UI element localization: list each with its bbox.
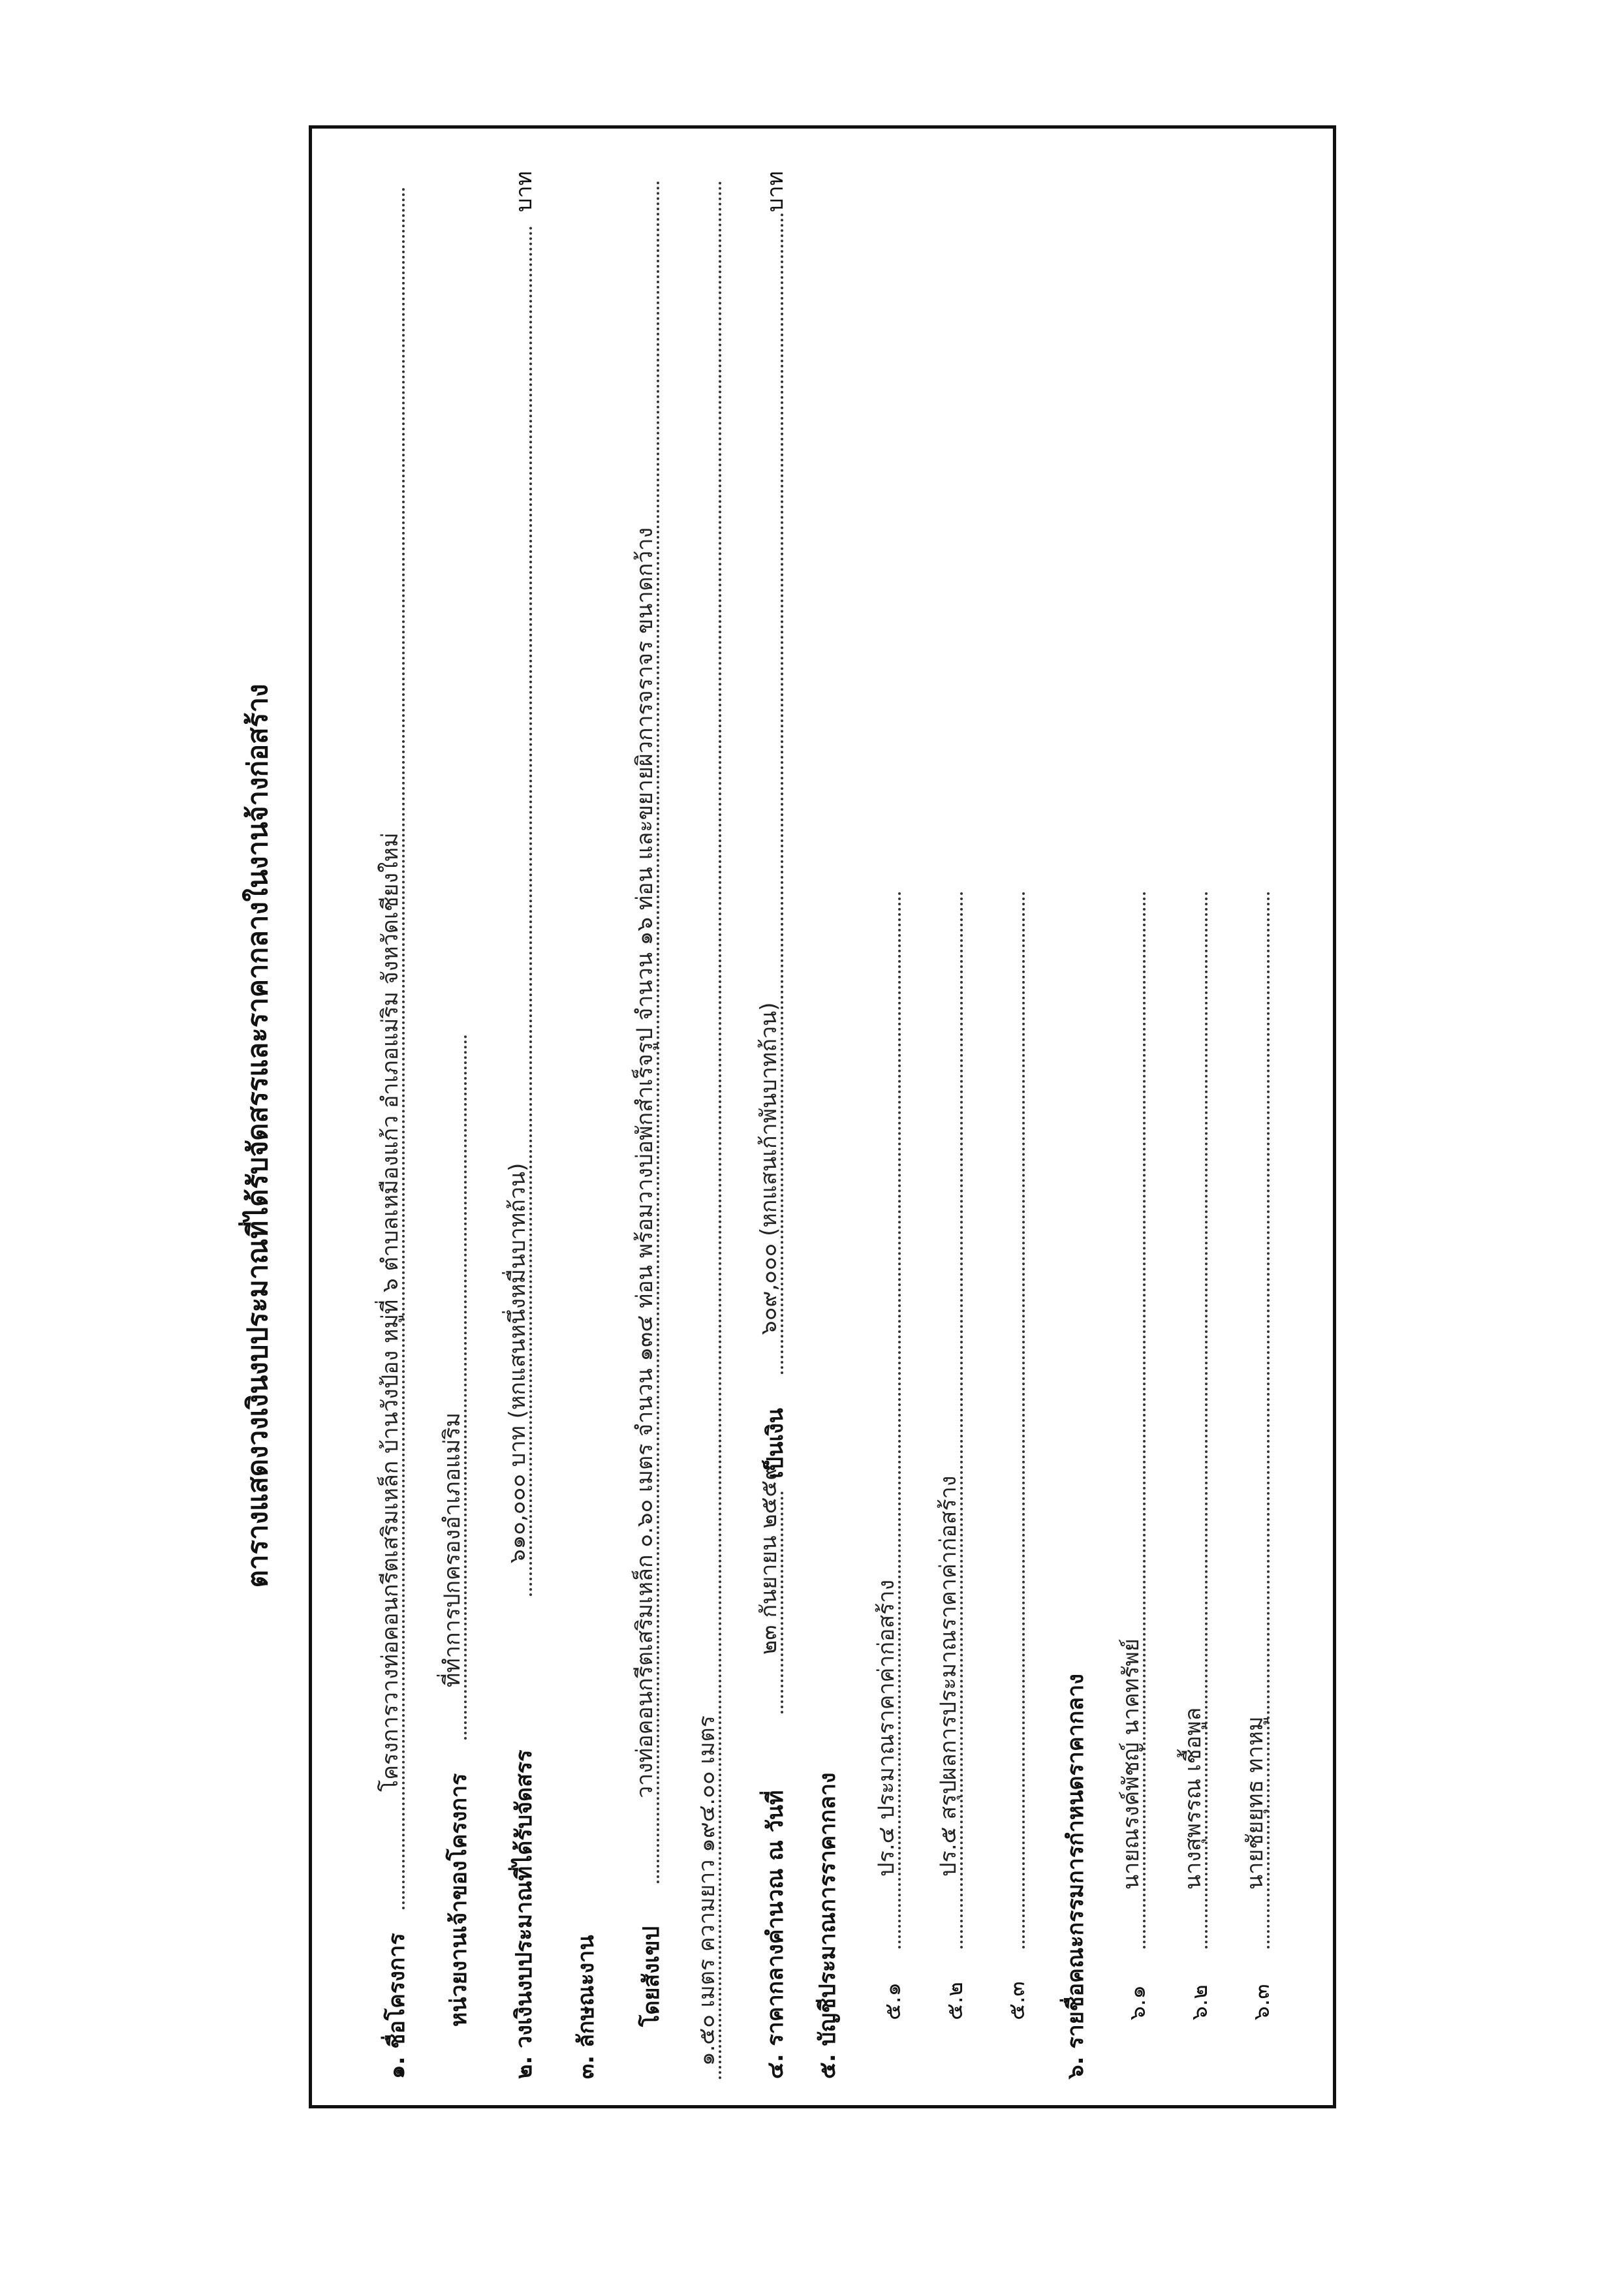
item-number: ๕.๑ xyxy=(880,1982,906,2020)
project-name-row xyxy=(379,147,415,2105)
median-price-label: ๔. ราคากลางคำนวณ ณ วันที่ xyxy=(762,1790,789,2079)
work-nature-row xyxy=(568,1452,604,2105)
work-summary-row xyxy=(633,147,670,2105)
budget-row xyxy=(506,147,542,2105)
committee-member xyxy=(1119,800,1156,2105)
price-list-item xyxy=(999,800,1035,2105)
form-body xyxy=(307,127,1332,2105)
member-name: นางสุพรรณ เชื้อพูล xyxy=(1180,1707,1206,1890)
dotted-line xyxy=(1022,891,1025,1948)
median-price-row xyxy=(757,147,794,2105)
member-name: นายณรงค์พัชญ์ นาคทรัพย์ xyxy=(1118,1638,1144,1890)
page-title: ตารางแสดงวงเงินงบประมาณที่ได้รับจัดสรรและราคากลางในงานจ้างก่อสร้าง xyxy=(242,683,273,1588)
budget-label: ๒. วงเงินงบประมาณที่ได้รับจัดสรร xyxy=(511,1749,537,2079)
committee-member xyxy=(1243,800,1280,2105)
member-number: ๖.๑ xyxy=(1125,1985,1151,2020)
work-nature-label: ๓. ลักษณะงาน xyxy=(573,1935,599,2079)
work-summary-cont-value: ๑.๕๐ เมตร ความยาว ๑๙๔.๐๐ เมตร xyxy=(694,1715,720,2066)
budget-value: ๖๑๐,๐๐๐ บาท (หกแสนหนึ่งหมื่นบาทถ้วน) xyxy=(505,1163,531,1563)
item-number: ๕.๒ xyxy=(942,1982,968,2020)
project-name-value: โครงการวางท่อคอนกรีตเสริมเหล็ก บ้านวังป้อง หมู่ที่ ๖ ตำบลเหมืองแก้ว อำเภอแม่ริม จังหวัดเชียงใหม่ xyxy=(377,832,403,1792)
project-owner-value: ที่ทำการปกครองอำเภอแม่ริม xyxy=(439,1412,465,1687)
price-list-item xyxy=(937,800,973,2105)
project-name-label: ๑. ชื่อโครงการ xyxy=(384,1933,410,2079)
work-summary-cont-row xyxy=(695,147,732,2105)
median-price-unit: บาท xyxy=(762,170,789,212)
committee-label: ๖. รายชื่อคณะกรรมการกำหนดราคากลาง xyxy=(1063,1674,1089,2079)
work-summary-label: โดยสังเขป xyxy=(638,1926,664,2027)
member-number: ๖.๓ xyxy=(1249,1984,1275,2020)
committee-row xyxy=(1057,1191,1094,2105)
budget-unit: บาท xyxy=(511,170,537,212)
median-price-value: ๖๐๙,๐๐๐ (หกแสนเก้าพันบาทถ้วน) xyxy=(756,1002,782,1335)
median-price-amount-label: เป็นเงิน xyxy=(762,1408,789,1478)
item-number: ๕.๓ xyxy=(1004,1981,1030,2020)
committee-member xyxy=(1181,800,1218,2105)
project-owner-label: หน่วยงานเจ้าของโครงการ xyxy=(446,1773,472,2027)
median-price-date: ๒๓ กันยายน ๒๕๕๙ xyxy=(756,1463,782,1655)
price-list-label: ๕. บัญชีประมาณการราคากลาง xyxy=(815,1772,841,2079)
price-list-row xyxy=(809,1322,846,2105)
item-value: ปร.๔ ประมาณราคาค่าก่อสร้าง xyxy=(873,1579,899,1877)
price-list-item xyxy=(875,800,911,2105)
project-owner-row xyxy=(441,147,477,2105)
member-number: ๖.๒ xyxy=(1187,1984,1213,2020)
item-value: ปร.๕ สรุปผลการประมาณราคาค่าก่อสร้าง xyxy=(935,1475,961,1877)
work-summary-value: วางท่อคอนกรีตเสริมเหล็ก ๐.๖๐ เมตร จำนวน ๑๓๔ ท่อน พร้อมวางบ่อพักสำเร็จรูป จำนวน ๑๖ ท่อน และขยายผิวการจราจร ขนาดกว้าง xyxy=(632,527,658,1798)
member-name: นายชัยยุทธ ทาหมู xyxy=(1242,1716,1268,1890)
